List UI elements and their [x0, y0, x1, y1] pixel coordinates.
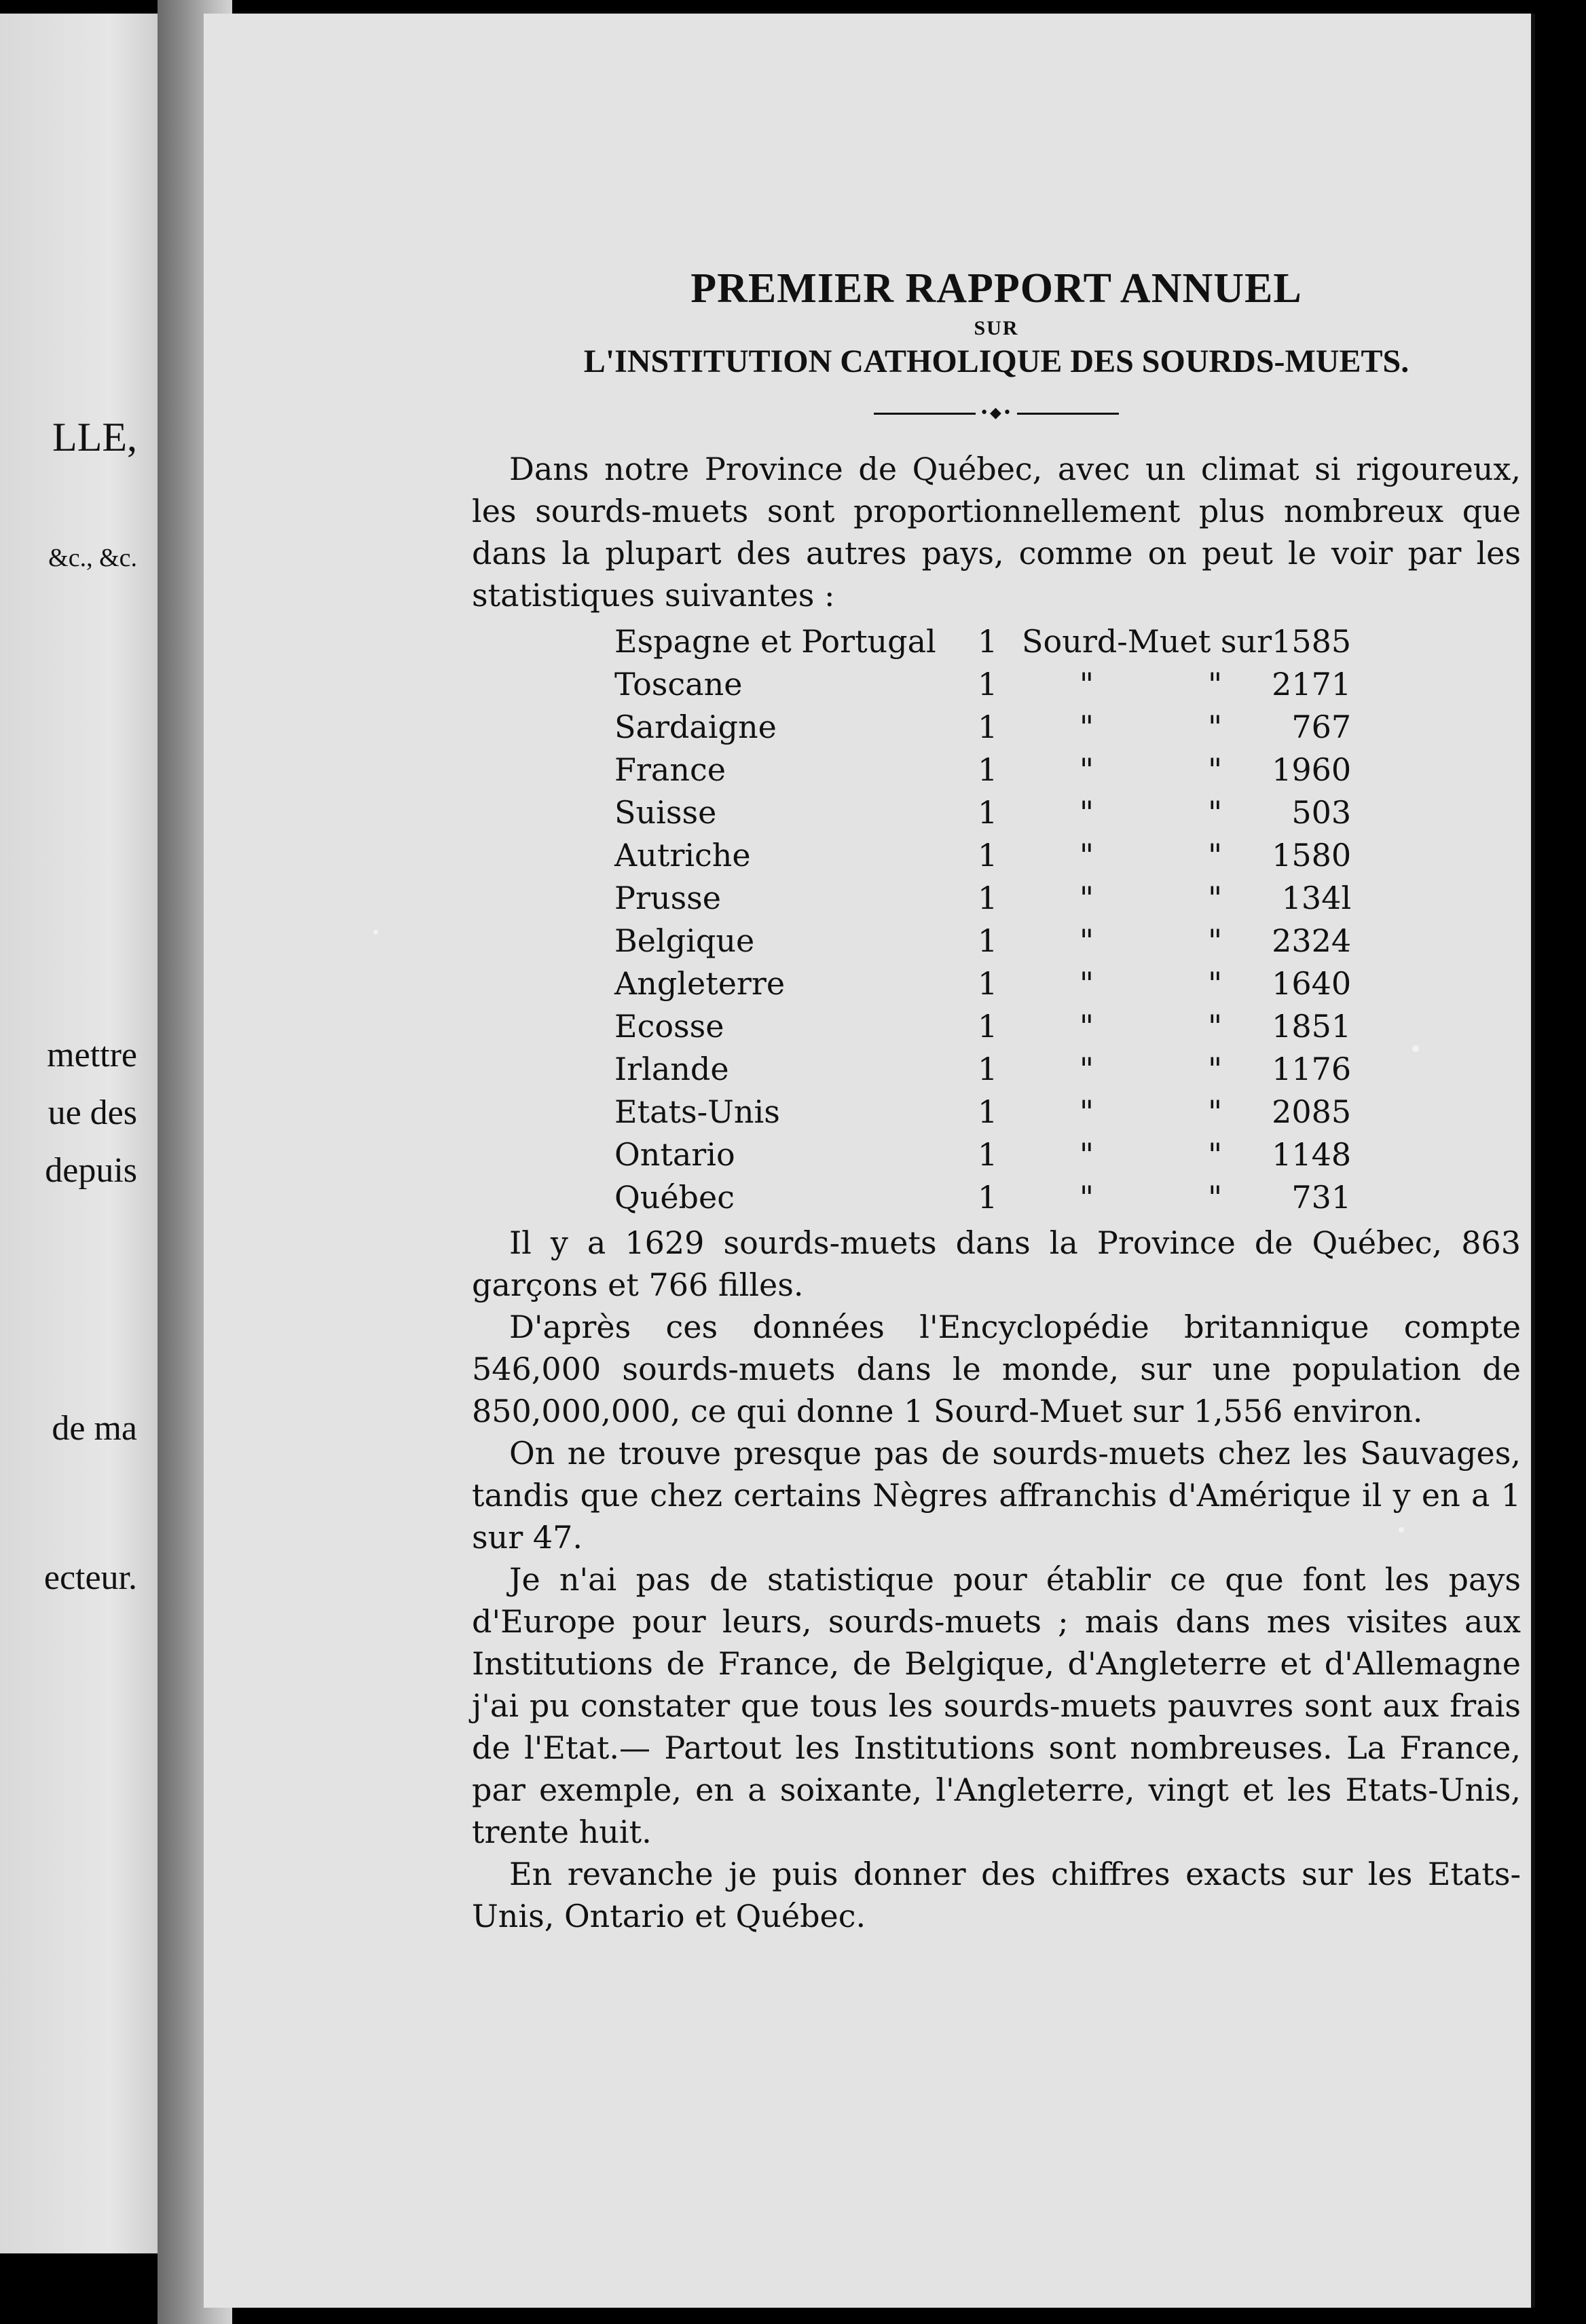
ditto-mark-cell: " [1207, 1051, 1223, 1087]
left-fragment: ue des [48, 1093, 137, 1132]
country-cell: Québec [614, 1179, 735, 1216]
body-paragraph: En revanche je puis donner des chiffres exacts sur les Etats-Unis, Ontario et Québec. [472, 1856, 1521, 1934]
country-cell: France [614, 751, 726, 788]
country-cell: Irlande [614, 1051, 729, 1087]
value-cell: 1176 [1272, 1051, 1352, 1087]
country-cell: Autriche [614, 837, 751, 874]
table-row [614, 1005, 1351, 1048]
ratio-one-cell: 1 [978, 1179, 998, 1216]
table-row [614, 1133, 1351, 1176]
ditto-mark-cell: " [1207, 794, 1223, 831]
title-connector: SUR [974, 317, 1019, 339]
country-cell: Ontario [614, 1136, 735, 1173]
left-fragment: ecteur. [43, 1558, 137, 1597]
table-row [614, 620, 1351, 663]
ornament-rule [874, 413, 976, 415]
ratio-one-cell: 1 [978, 666, 998, 702]
country-cell: Belgique [614, 922, 755, 959]
ratio-one-cell: 1 [978, 1051, 998, 1087]
ditto-mark-cell: " [1079, 1179, 1094, 1216]
value-cell: 2085 [1272, 1093, 1352, 1130]
table-row [614, 962, 1351, 1005]
ditto-mark-cell: " [1079, 794, 1094, 831]
ditto-mark-cell: " [1207, 1008, 1223, 1045]
ratio-one-cell: 1 [978, 751, 998, 788]
table-row [614, 1048, 1351, 1091]
country-cell: Sardaigne [614, 709, 777, 745]
left-facing-page [0, 14, 158, 2253]
ratio-one-cell: 1 [978, 965, 998, 1002]
value-cell: 1148 [1272, 1136, 1352, 1173]
value-cell: 767 [1291, 709, 1352, 745]
ratio-one-cell: 1 [978, 709, 998, 745]
ditto-mark-cell: " [1079, 1051, 1094, 1087]
left-fragment: mettre [47, 1036, 137, 1074]
left-fragment: de ma [52, 1409, 137, 1448]
ditto-mark-cell: " [1079, 709, 1094, 745]
left-fragment: &c., &c. [48, 544, 137, 572]
ratio-one-cell: 1 [978, 1008, 998, 1045]
ditto-mark-cell: " [1207, 1179, 1223, 1216]
table-row [614, 706, 1351, 749]
table-row [614, 877, 1351, 920]
left-fragment: depuis [45, 1151, 137, 1190]
ornament-rule [1017, 413, 1119, 415]
ditto-mark-cell: " [1207, 709, 1223, 745]
body-paragraph: Il y a 1629 sourds-muets dans la Province de Québec, 863 garçons et 766 filles. [472, 1224, 1521, 1303]
ratio-one-cell: 1 [978, 837, 998, 874]
ratio-one-cell: 1 [978, 880, 998, 916]
ratio-one-cell: 1 [978, 1093, 998, 1130]
ratio-one-cell: 1 [978, 623, 998, 660]
ditto-mark-cell: " [1207, 837, 1223, 874]
table-row [614, 749, 1351, 791]
ditto-mark-cell: " [1079, 666, 1094, 702]
ditto-mark-cell: " [1079, 1093, 1094, 1130]
ditto-mark-cell: " [1079, 837, 1094, 874]
country-cell: Angleterre [614, 965, 786, 1002]
ditto-mark-cell: " [1207, 1136, 1223, 1173]
ditto-mark-cell: " [1207, 922, 1223, 959]
table-row [614, 663, 1351, 706]
ditto-mark-cell: " [1079, 880, 1094, 916]
statistics-table [614, 620, 1351, 1219]
value-cell: 1851 [1272, 1008, 1352, 1045]
value-cell: 731 [1291, 1179, 1352, 1216]
value-cell: 503 [1291, 794, 1352, 831]
country-cell: Ecosse [614, 1008, 724, 1045]
ditto-mark-cell: " [1207, 751, 1223, 788]
country-cell: Suisse [614, 794, 717, 831]
ditto-mark-cell: " [1207, 1093, 1223, 1130]
value-cell: 2324 [1272, 922, 1352, 959]
paper-speck [373, 930, 378, 935]
country-cell: Espagne et Portugal [614, 623, 936, 660]
value-cell: 1640 [1272, 965, 1352, 1002]
ornament-glyph: •◆• [980, 405, 1013, 421]
ditto-mark-cell: " [1079, 1008, 1094, 1045]
left-fragment: LLE, [52, 415, 137, 460]
ditto-mark-cell: " [1207, 965, 1223, 1002]
ditto-mark-cell: " [1207, 880, 1223, 916]
country-cell: Toscane [614, 666, 743, 702]
ditto-mark-cell: " [1079, 965, 1094, 1002]
table-row [614, 1091, 1351, 1133]
ditto-mark-cell: " [1079, 922, 1094, 959]
ditto-mark-cell: " [1079, 751, 1094, 788]
value-cell: 1585 [1272, 623, 1352, 660]
table-row [614, 920, 1351, 962]
table-row [614, 791, 1351, 834]
country-cell: Etats-Unis [614, 1093, 780, 1130]
ditto-mark-cell: " [1207, 666, 1223, 702]
value-cell: 2171 [1272, 666, 1352, 702]
table-row [614, 1176, 1351, 1219]
body-paragraph: D'après ces données l'Encyclopédie britannique compte 546,000 sourds-muets dans le monde, sur une population de 850,000,000, ce qui donne 1 Sourd-Muet sur 1,556 environ. [472, 1309, 1521, 1429]
intro-paragraph: Dans notre Province de Québec, avec un climat si rigoureux, les sourds-muets sont proportionnellement plus nombreux que dans la plupart des autres pays, comme on peut le voir par les statistiques suivantes : [472, 451, 1521, 614]
ratio-label-cell: Sourd-Muet sur [1022, 623, 1272, 660]
document-page [204, 14, 1535, 2308]
page-subtitle: L'INSTITUTION CATHOLIQUE DES SOURDS-MUETS. [583, 343, 1409, 379]
value-cell: 1580 [1272, 837, 1352, 874]
table-row [614, 834, 1351, 877]
document-body [472, 265, 1521, 1937]
ratio-one-cell: 1 [978, 922, 998, 959]
ratio-one-cell: 1 [978, 794, 998, 831]
ratio-one-cell: 1 [978, 1136, 998, 1173]
body-paragraph: On ne trouve presque pas de sourds-muets chez les Sauvages, tandis que chez certains Nègres affranchis d'Amérique il y en a 1 sur 47. [472, 1435, 1521, 1556]
value-cell: 134l [1281, 880, 1352, 916]
body-paragraph: Je n'ai pas de statistique pour établir ce que font les pays d'Europe pour leurs, sourds-muets ; mais dans mes visites aux Institutions de France, de Belgique, d'Angleterre et d'Allemagne j'ai pu constater que tous les sourds-muets pauvres sont aux frais de l'Etat.— Partout les Institutions sont nombreuses. La France, par exemple, en a soixante, l'Angleterre, vingt et les Etats-Unis, trente huit. [472, 1561, 1521, 1850]
title-ornament [472, 406, 1521, 421]
ditto-mark-cell: " [1079, 1136, 1094, 1173]
country-cell: Prusse [614, 880, 722, 916]
value-cell: 1960 [1272, 751, 1352, 788]
page-title: PREMIER RAPPORT ANNUEL [690, 265, 1302, 312]
